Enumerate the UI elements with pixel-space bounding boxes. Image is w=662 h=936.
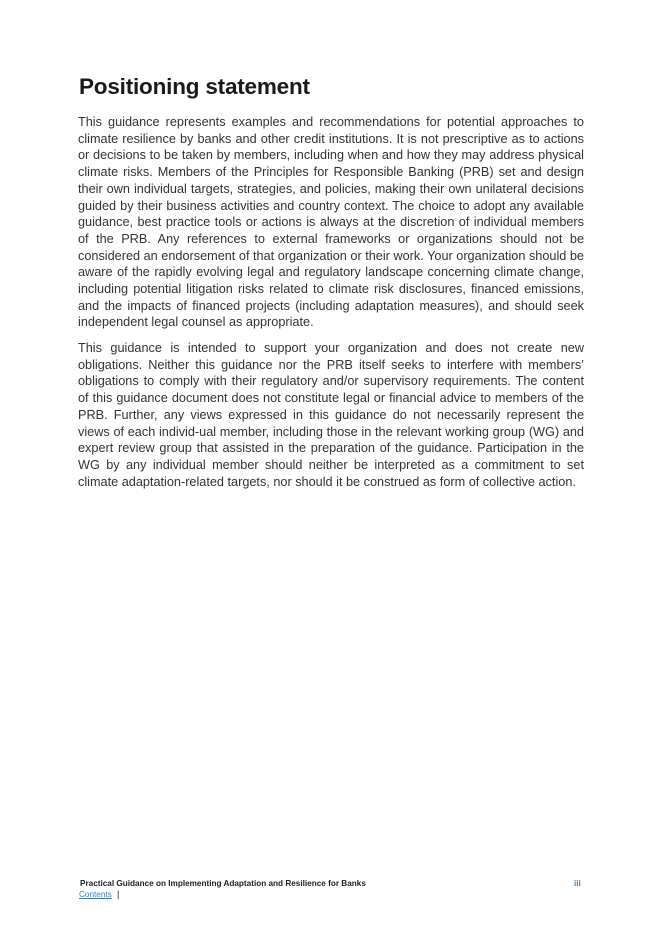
footer-page-number: iii: [574, 879, 581, 888]
footer-document-title: Practical Guidance on Implementing Adaptation and Resilience for Banks: [80, 879, 366, 888]
footer-separator: |: [117, 889, 120, 899]
contents-link[interactable]: Contents: [79, 890, 112, 899]
paragraph-obligations: This guidance is intended to support your organization and does not create new obligations. Neither this guidance nor the PRB itself seeks to interfere with members’ obligations to comply with their regulatory and/or supervisory requirements. The content of this guidance document does not constitute legal or financial advice to members of the PRB. Further, any views expressed in this guidance do not necessarily represent the views of each individ-ual member, including those in the relevant working group (WG) and expert review group that assisted in the preparation of the guidance. Participation in the WG by any individual member should neither be interpreted as a commitment to set climate adaptation-related targets, nor should it be construed as form of collective action.: [78, 341, 584, 489]
page-title: Positioning statement: [79, 74, 310, 99]
paragraph-scope: This guidance represents examples and recommendations for potential approaches to climate resilience by banks and other credit institutions. It is not prescriptive as to actions or decisions to be taken by members, including when and how they may address physical climate risks. Members of the Principles for Responsible Banking (PRB) set and design their own individual targets, strategies, and policies, making their own unilateral decisions guided by their business activities and country context. The choice to adopt any available guidance, best practice tools or actions is always at the discretion of individual members of the PRB. Any references to external frameworks or organizations should not be considered an endorsement of that organization or their work. Your organization should be aware of the rapidly evolving legal and regulatory landscape concerning climate change, including potential litigation risks related to climate risk disclosures, financed emissions, and the impacts of financed projects (including adaptation measures), and should seek independent legal counsel as appropriate.: [78, 115, 584, 330]
